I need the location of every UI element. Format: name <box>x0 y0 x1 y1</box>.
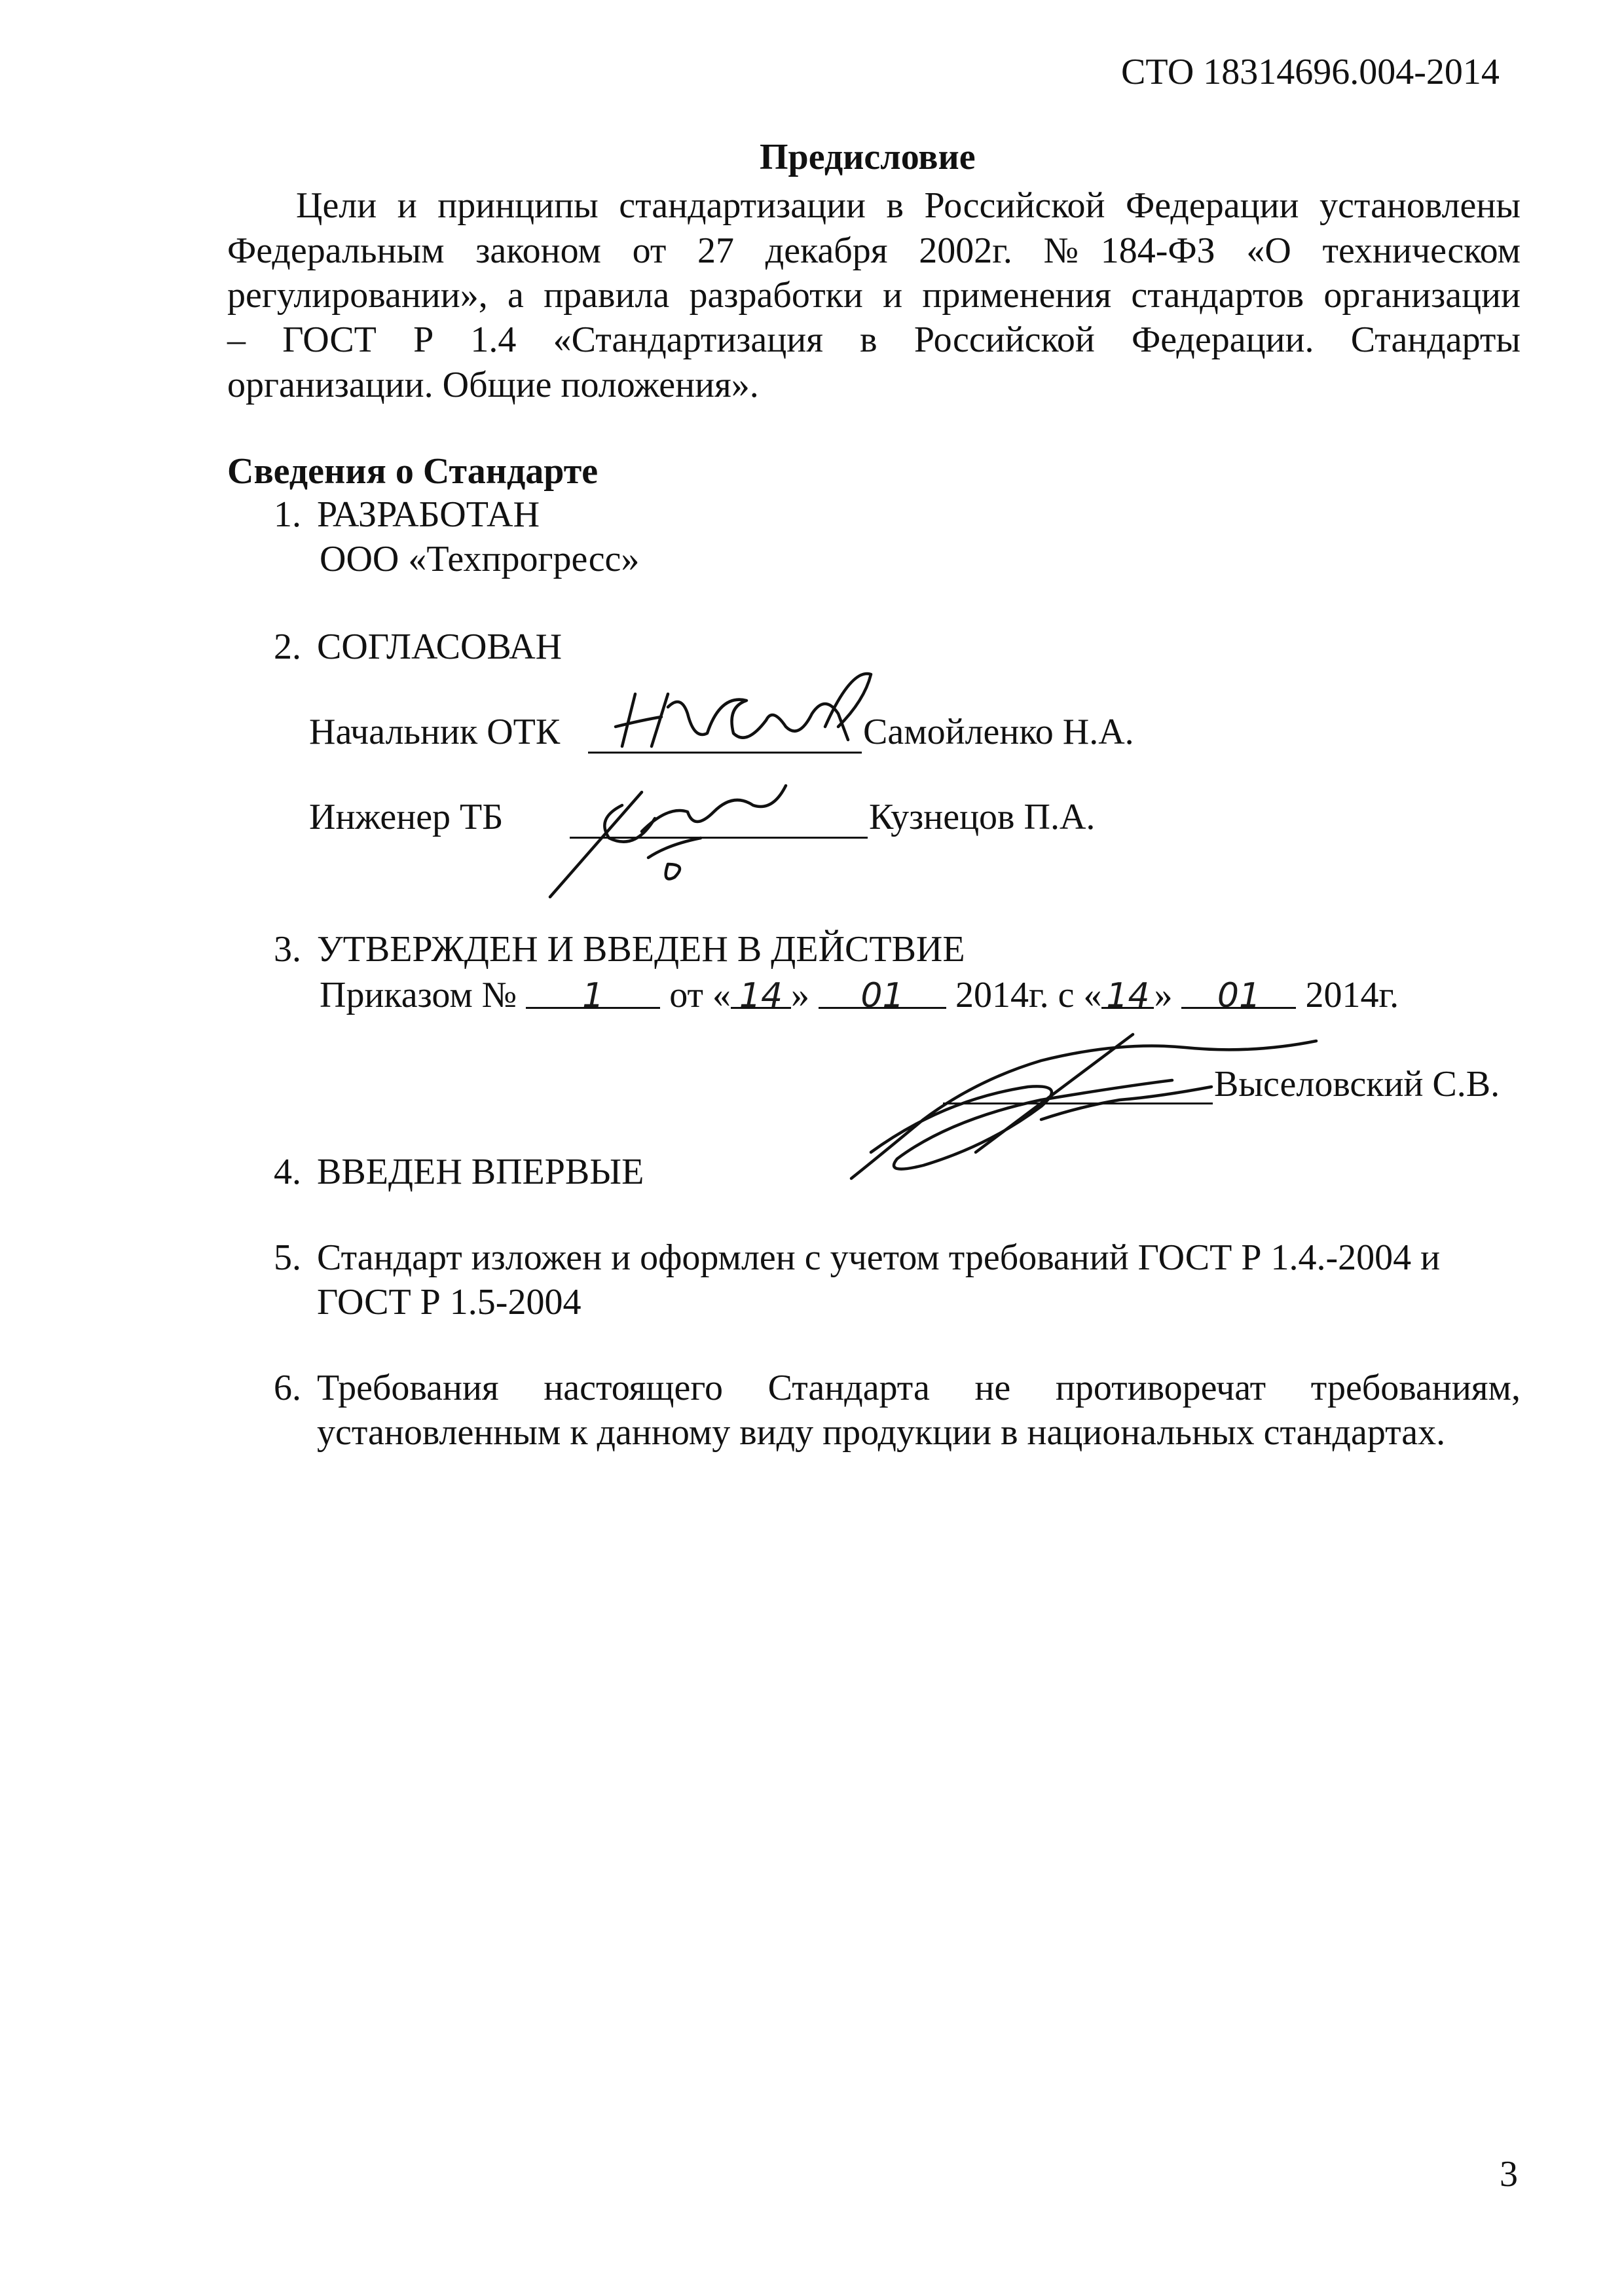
effective-date-close: » <box>1154 975 1173 1015</box>
item-2 <box>274 629 562 665</box>
effective-month-field <box>1181 976 1296 1015</box>
approver-2-position: Инженер ТБ <box>309 797 504 837</box>
order-number-field <box>526 976 660 1015</box>
item-3-number: 3. <box>274 929 301 970</box>
page-number: 3 <box>1500 2154 1518 2195</box>
document-code: СТО 18314696.004-2014 <box>1121 52 1500 92</box>
effective-day-field <box>1101 976 1154 1015</box>
approver-1-position: Начальник ОТК <box>309 712 561 752</box>
item-1-number: 1. <box>274 494 301 535</box>
item-4-number: 4. <box>274 1152 301 1192</box>
effective-year: 2014г. <box>1305 975 1399 1015</box>
item-6 <box>274 1370 1521 1406</box>
foreword-title: Предисловие <box>760 137 976 177</box>
item-4-label: ВВЕДЕН ВПЕРВЫЕ <box>317 1152 644 1192</box>
item-6-line-2: установленным к данному виду продукции в национальных стандартах. <box>317 1412 1446 1453</box>
order-from-text: от « <box>669 975 731 1015</box>
item-1 <box>274 496 540 533</box>
order-month-field <box>819 976 946 1015</box>
signer-name: Выселовский С.В. <box>1214 1064 1500 1104</box>
approver-2-signature <box>537 766 812 903</box>
approver-2-name: Кузнецов П.А. <box>869 797 1096 837</box>
item-2-label: СОГЛАСОВАН <box>317 627 563 667</box>
foreword-line-2: Федеральным законом от 27 декабря 2002г. №184-ФЗ «О техническом <box>227 230 1521 271</box>
item-3 <box>274 931 965 968</box>
item-1-label: РАЗРАБОТАН <box>317 494 540 535</box>
order-day: 14 <box>739 976 783 1015</box>
item-5-line-1: Стандарт изложен и оформлен с учетом требований ГОСТ Р 1.4.-2004 и <box>317 1237 1441 1278</box>
order-line <box>320 977 1399 1013</box>
item-4 <box>274 1154 644 1190</box>
approver-1-signature <box>589 655 864 759</box>
foreword-line-1: Цели и принципы стандартизации в Российской Федерации установлены <box>296 185 1521 226</box>
order-prefix: Приказом № <box>320 975 517 1015</box>
order-date-close: » <box>790 975 809 1015</box>
approver-1-name: Самойленко Н.А. <box>863 712 1134 752</box>
item-5-line-2: ГОСТ Р 1.5-2004 <box>317 1282 581 1322</box>
foreword-line-4: – ГОСТ Р 1.4 «Стандартизация в Российской Федерации. Стандарты <box>227 319 1521 360</box>
order-month: 01 <box>860 976 904 1015</box>
foreword-line-5: организации. Общие положения». <box>227 365 759 405</box>
foreword-line-3: регулировании», а правила разработки и применения стандартов организации <box>227 275 1521 316</box>
order-year-from: 2014г. с « <box>955 975 1102 1015</box>
effective-month: 01 <box>1217 976 1261 1015</box>
effective-day: 14 <box>1106 976 1150 1015</box>
order-number: 1 <box>582 976 604 1015</box>
signer-signature <box>845 1021 1369 1192</box>
item-6-number: 6. <box>274 1368 301 1408</box>
item-5-number: 5. <box>274 1237 301 1278</box>
item-5 <box>274 1239 1440 1276</box>
standard-info-title: Сведения о Стандарте <box>227 451 599 492</box>
order-day-field <box>731 976 791 1015</box>
item-3-label: УТВЕРЖДЕН И ВВЕДЕН В ДЕЙСТВИЕ <box>317 929 965 970</box>
item-6-line-1: Требования настоящего Стандарта не противоречат требованиям, <box>317 1368 1521 1408</box>
item-2-number: 2. <box>274 627 301 667</box>
developer-org: ООО «Техпрогресс» <box>320 539 640 579</box>
